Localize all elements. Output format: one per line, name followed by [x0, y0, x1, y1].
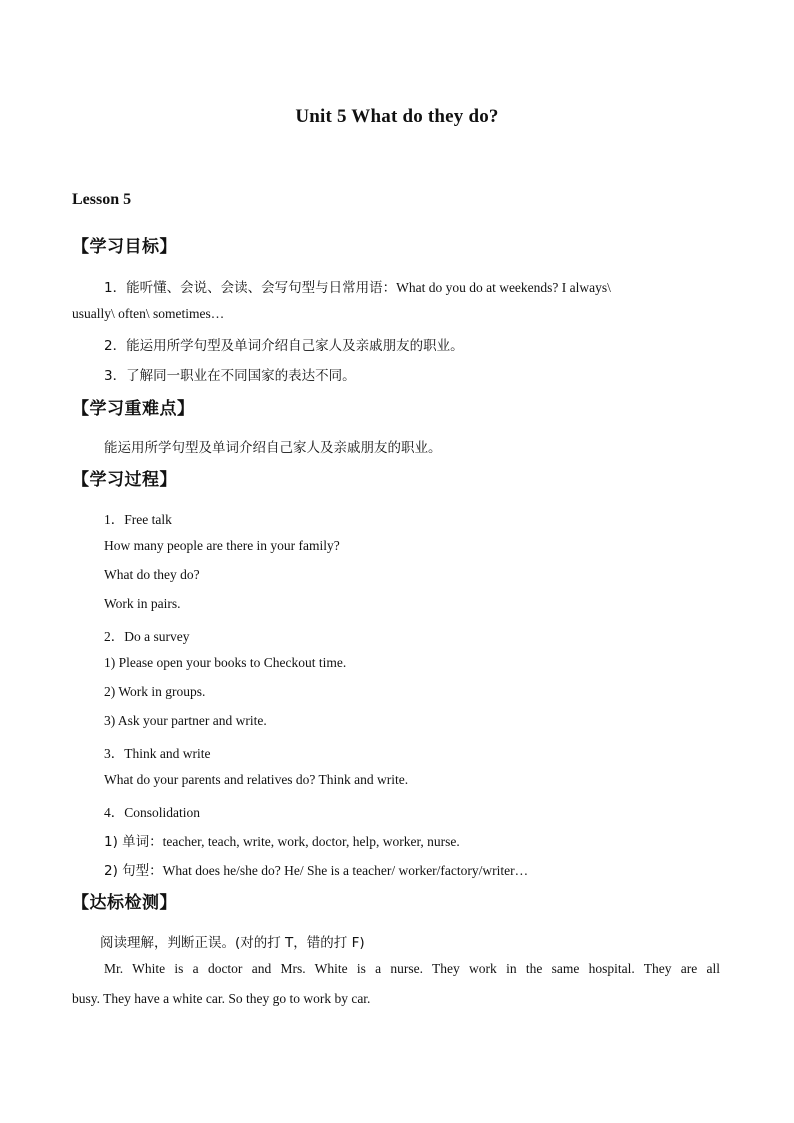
step-4-line-1 — [104, 830, 460, 850]
step-2-line: 2) Work in groups. — [104, 684, 206, 699]
lesson-label: Lesson 5 — [72, 191, 132, 208]
objectives-heading: 【学习目标】 — [72, 237, 177, 257]
step-2-line: 1) Please open your books to Checkout time. — [104, 655, 347, 670]
key-points-heading: 【学习重难点】 — [72, 399, 195, 419]
process-heading: 【学习过程】 — [72, 470, 177, 490]
step-4-line-1-text: teacher, teach, write, work, doctor, help, worker, nurse. — [162, 834, 460, 849]
step-4-line-2 — [104, 859, 528, 879]
step-1-line: How many people are there in your family? — [104, 538, 340, 553]
page-title: Unit 5 What do they do? — [295, 106, 499, 127]
objective-item-1-prefix: 1．能听懂、会说、会读、会写句型与日常用语： — [104, 280, 397, 296]
step-2-line: 3) Ask your partner and write. — [104, 713, 267, 728]
step-1-line: Work in pairs. — [104, 596, 181, 611]
test-instruction: 阅读理解，判断正误。(对的打 T，错的打 F) — [100, 935, 365, 951]
objective-item-1-english: What do you do at weekends? I always\ — [396, 280, 611, 295]
passage-line-1: Mr. White is a doctor and Mrs. White is a nurse. They work in the same hospital. They are all — [104, 961, 720, 976]
step-4-line-2-label: 2) 句型： — [104, 863, 163, 879]
step-4-title: 4．Consolidation — [104, 805, 201, 820]
step-2-title: 2．Do a survey — [104, 629, 190, 644]
step-4-line-2-text: What does he/she do? He/ She is a teacher/ worker/factory/writer… — [162, 863, 529, 878]
step-1-line: What do they do? — [104, 567, 200, 582]
step-3-title: 3．Think and write — [104, 746, 211, 761]
passage-line-2: busy. They have a white car. So they go to work by car. — [72, 991, 371, 1006]
step-4-line-1-label: 1) 单词： — [104, 834, 163, 850]
objective-item-2: 2．能运用所学句型及单词介绍自己家人及亲戚朋友的职业。 — [104, 338, 464, 354]
test-heading: 【达标检测】 — [72, 893, 177, 913]
key-points-text: 能运用所学句型及单词介绍自己家人及亲戚朋友的职业。 — [104, 440, 442, 456]
step-1-title: 1．Free talk — [104, 512, 172, 527]
objective-item-1 — [104, 276, 611, 296]
objective-item-1-continued: usually\ often\ sometimes… — [72, 306, 225, 321]
step-3-line: What do your parents and relatives do? Think and write. — [104, 772, 409, 787]
objective-item-3: 3．了解同一职业在不同国家的表达不同。 — [104, 368, 356, 384]
